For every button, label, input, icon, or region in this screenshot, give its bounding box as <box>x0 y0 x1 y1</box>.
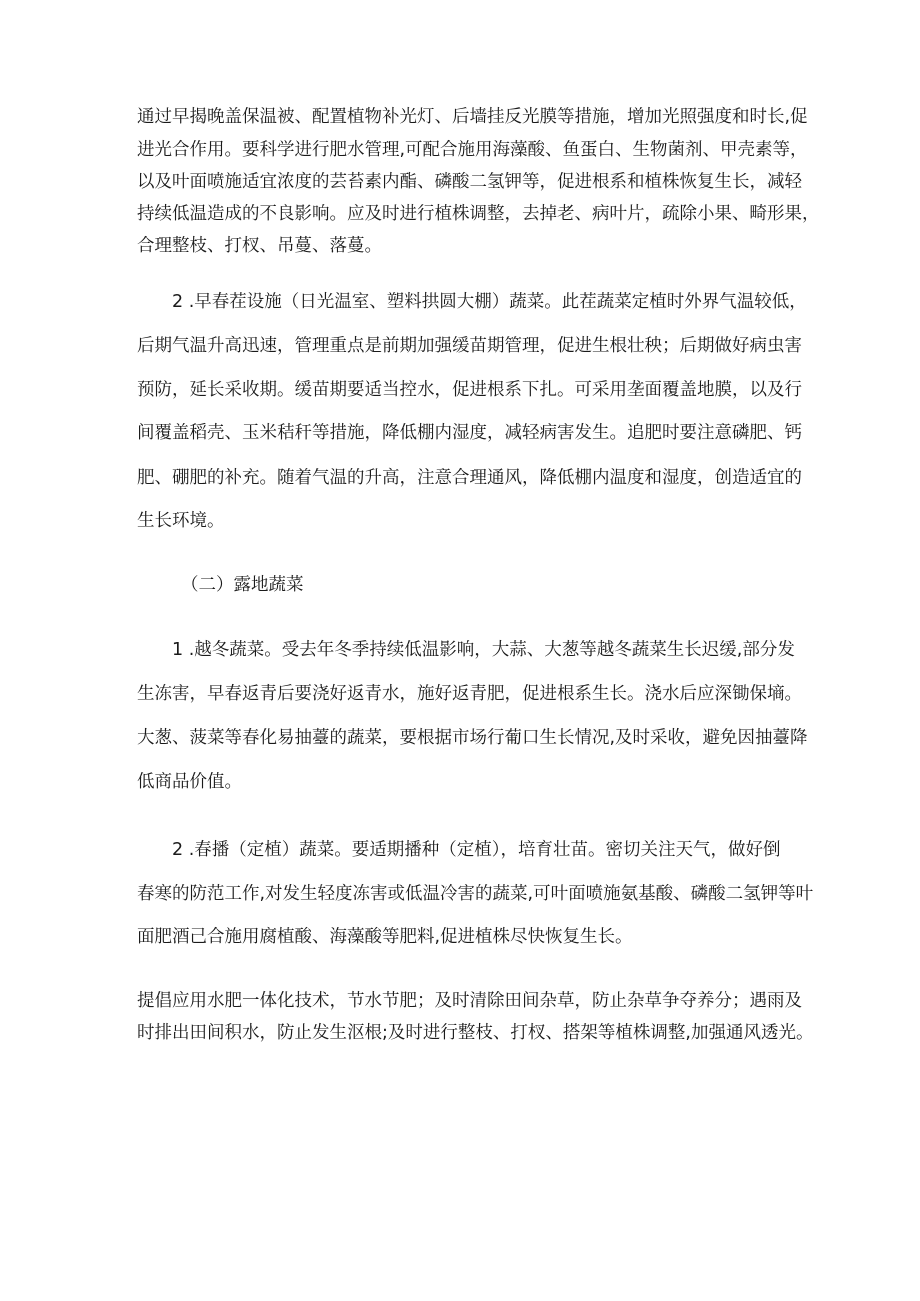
text-line: 2 .早春茬设施（日光温室、塑料拱圆大棚）蔬菜。此茬蔬菜定植时外界气温较低， <box>172 292 807 312</box>
text-line: 2 .春播（定植）蔬菜。要适期播种（定植），培育壮苗。密切关注天气，做好倒 <box>172 840 781 860</box>
text-line: 面肥酒己合施用腐植酸、海藻酸等肥料,促进植株尽快恢复生长。 <box>137 927 633 947</box>
text-line: 通过早揭晚盖保温被、配置植物补光灯、后墙挂反光膜等措施，增加光照强度和时长,促 <box>137 107 808 127</box>
text-line: 低商品价值。 <box>137 772 242 792</box>
text-line: 持续低温造成的不良影响。应及时进行植株调整，去掉老、病叶片，疏除小果、畸形果， <box>137 204 820 224</box>
text-line: 提倡应用水肥一体化技术，节水节肥；及时清除田间杂草，防止杂草争夺养分；遇雨及 <box>137 991 802 1011</box>
text-line: 春寒的防范工作,对发生轻度冻害或低温冷害的蔬菜,可叶面喷施氨基酸、磷酸二氢钾等叶 <box>137 884 814 904</box>
text-line: 时排出田间积水，防止发生沤根;及时进行整枝、打杈、搭架等植株调整,加强通风透光。 <box>137 1023 814 1043</box>
text-line: 进光合作用。要科学进行肥水管理,可配合施用海藻酸、鱼蛋白、生物菌剂、甲壳素等， <box>137 140 808 160</box>
text-line: 1 .越冬蔬菜。受去年冬季持续低温影响，大蒜、大葱等越冬蔬菜生长迟缓,部分发 <box>172 640 795 660</box>
text-line: 大葱、菠菜等春化易抽薹的蔬菜，要根据市场行葡口生长情况,及时采收，避免因抽薹降 <box>137 728 808 748</box>
text-line: 生冻害，早春返青后要浇好返青水，施好返青肥，促进根系生长。浇水后应深锄保墒。 <box>137 684 802 704</box>
text-line: 以及叶面喷施适宜浓度的芸苔素内酯、磷酸二氢钾等，促进根系和植株恢复生长，减轻 <box>137 172 802 192</box>
section-heading: （二）露地蔬菜 <box>181 575 304 595</box>
text-line: 间覆盖稻壳、玉米秸秆等措施，降低棚内湿度，减轻病害发生。追肥时要注意磷肥、钙 <box>137 423 802 443</box>
text-line: 生长环境。 <box>137 511 225 531</box>
text-line: 后期气温升高迅速，管理重点是前期加强缓苗期管理，促进生根壮秧；后期做好病虫害 <box>137 336 802 356</box>
text-line: 合理整枝、打杈、吊蔓、落蔓。 <box>137 236 382 256</box>
text-line: 预防，延长采收期。缓苗期要适当控水，促进根系下扎。可采用垄面覆盖地膜，以及行 <box>137 380 802 400</box>
text-line: 肥、硼肥的补充。随着气温的升高，注意合理通风，降低棚内温度和湿度，创造适宜的 <box>137 468 802 488</box>
